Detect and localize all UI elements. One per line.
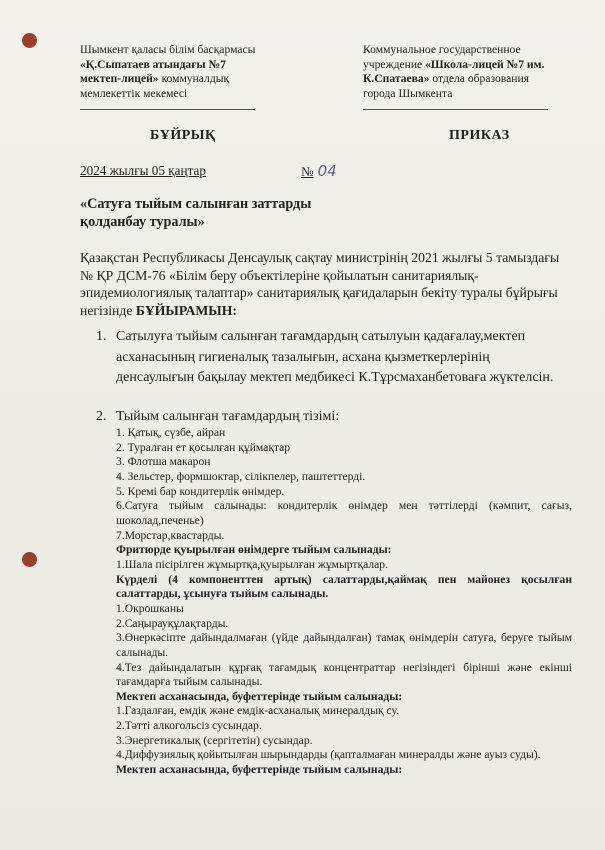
preamble-text: Қазақстан Республикасы Денсаулық сақтау министрінің 2021 жылғы 5 тамыздағы № ҚР ДСМ-76 «Білім беру объектілеріне қойылатын санитариялық-эпидемиологиялық талаптар» санитариялық қағидаларын бекіту туралы бұйрығы негізінде bbox=[80, 250, 560, 318]
header-right-rule bbox=[363, 109, 548, 110]
header-left-bold: «Қ.Сыпатаев атындағы №7 bbox=[80, 57, 226, 71]
order-date: 2024 жылғы 05 қаңтар bbox=[80, 163, 206, 178]
order-subject bbox=[80, 195, 380, 231]
header-right-line: Коммунальное государственное bbox=[363, 43, 521, 56]
header-right-ru bbox=[363, 43, 578, 101]
item-line: 2. Туралған ет қосылған құймақтар bbox=[116, 440, 291, 454]
order-number-handwritten: 04 bbox=[317, 162, 337, 180]
item-heading: Мектеп асханасында, буфеттерінде тыйым салынады: bbox=[116, 689, 403, 703]
punch-hole bbox=[22, 33, 37, 48]
item-line: 1.Шала пісірілген жұмыртқа,қуырылған жұмыртқалар. bbox=[116, 557, 388, 571]
header-left-bold: мектеп-лицей» bbox=[80, 72, 159, 85]
header-left-text: коммуналдық bbox=[158, 72, 230, 85]
subject-line: қолданбау туралы» bbox=[80, 214, 205, 230]
list-item bbox=[96, 327, 566, 389]
header-left-line bbox=[80, 72, 280, 87]
item-line: 3.Өнеркәсіпте дайындалмаған (үйде дайындалған) тамақ өнімдерін сатуға, беруге тыйым салынады. bbox=[116, 631, 572, 659]
order-title-kz: БҰЙРЫҚ bbox=[150, 128, 216, 143]
header-left-kz bbox=[80, 43, 280, 101]
header-right-text: отдела образования bbox=[429, 72, 529, 85]
header-right-bold: «Школа-лицей №7 им. bbox=[425, 57, 545, 71]
item-line: 7.Морстар,квастарды. bbox=[116, 528, 225, 542]
list-item-text: Сатылуға тыйым салынған тағамдардың сатылуын қадағалау,мектеп асханасының гигиеналық тазалығын, асхана қызметкерлерінің денсаулығын бақылау мектеп медбикесі К.Тұрсмаханбетоваға жүктелсін. bbox=[116, 329, 554, 385]
item-line: 5. Кремі бар кондитерлік өнімдер. bbox=[116, 484, 285, 498]
item-line: 4. Зельстер, формшоктар, сілікпелер, паштеттерді. bbox=[116, 469, 366, 483]
item-heading: Мектеп асханасында, буфеттерінде тыйым салынады: bbox=[116, 763, 403, 777]
item-line: 1.Газдалған, емдік және емдік-асханалық минералдық су. bbox=[116, 704, 400, 718]
header-left-line bbox=[80, 58, 280, 73]
list-item-text: Тыйым салынған тағамдардың тізімі: bbox=[116, 409, 340, 424]
header-right-line: города Шымкента bbox=[363, 86, 453, 100]
header-left-line: мемлекеттік мекемесі bbox=[80, 86, 188, 100]
item-line: 6.Сатуға тыйым салынады: кондитерлік өнімдер мен тәттілерді (кәмпит, сағыз, шоколад,печенье) bbox=[116, 499, 572, 527]
list-item-number: 2. bbox=[96, 409, 107, 424]
subject-line: «Сатуға тыйым салынған заттарды bbox=[80, 196, 312, 212]
header-right-bold: К.Спатаева» bbox=[363, 72, 430, 85]
order-title-ru: ПРИКАЗ bbox=[449, 128, 510, 143]
punch-hole bbox=[22, 552, 37, 567]
item-line: 2.Саңырауқұлақтарды. bbox=[116, 616, 229, 630]
item-line: 1. Қатық, сүзбе, айран bbox=[116, 426, 226, 439]
header-right-line bbox=[363, 72, 578, 87]
list-item-number: 1. bbox=[96, 329, 107, 344]
item-line: 3.Энергетикалық (сергітетін) сусындар. bbox=[116, 733, 313, 747]
item-line: 3. Флотша макарон bbox=[116, 455, 211, 469]
order-number-label: № bbox=[301, 164, 314, 179]
item-heading: Күрделі (4 компоненттен артық) салаттарды,қаймақ пен майонез қосылған салаттарды, ұсынуға тыйым салынады. bbox=[116, 572, 572, 601]
preamble-paragraph bbox=[80, 249, 560, 319]
list-item bbox=[96, 408, 566, 426]
preamble-bold: БҰЙЫРАМЫН: bbox=[135, 302, 237, 318]
item-line: 4.Тез дайындалатын құрғақ тағамдық концентраттар негізіндегі бірінші және екінші тағамдарға тыйым салынады. bbox=[116, 660, 572, 689]
header-right-text: учреждение bbox=[363, 57, 426, 71]
item-heading: Фритюрде қуырылған өнімдерге тыйым салынады: bbox=[116, 543, 392, 557]
prohibited-items-list bbox=[116, 426, 572, 778]
header-left-rule bbox=[80, 109, 255, 110]
item-line: 1.Окрошканы bbox=[116, 601, 184, 615]
item-line: 4.Диффузиялық қойытылған шырындарды (қапталмаған минералды және ауыз суды). bbox=[116, 748, 541, 762]
order-number bbox=[301, 162, 337, 180]
header-right-line bbox=[363, 58, 578, 73]
item-line: 2.Тәтті алкогольсіз сусындар. bbox=[116, 719, 262, 733]
header-left-line: Шымкент қаласы білім басқармасы bbox=[80, 43, 256, 56]
